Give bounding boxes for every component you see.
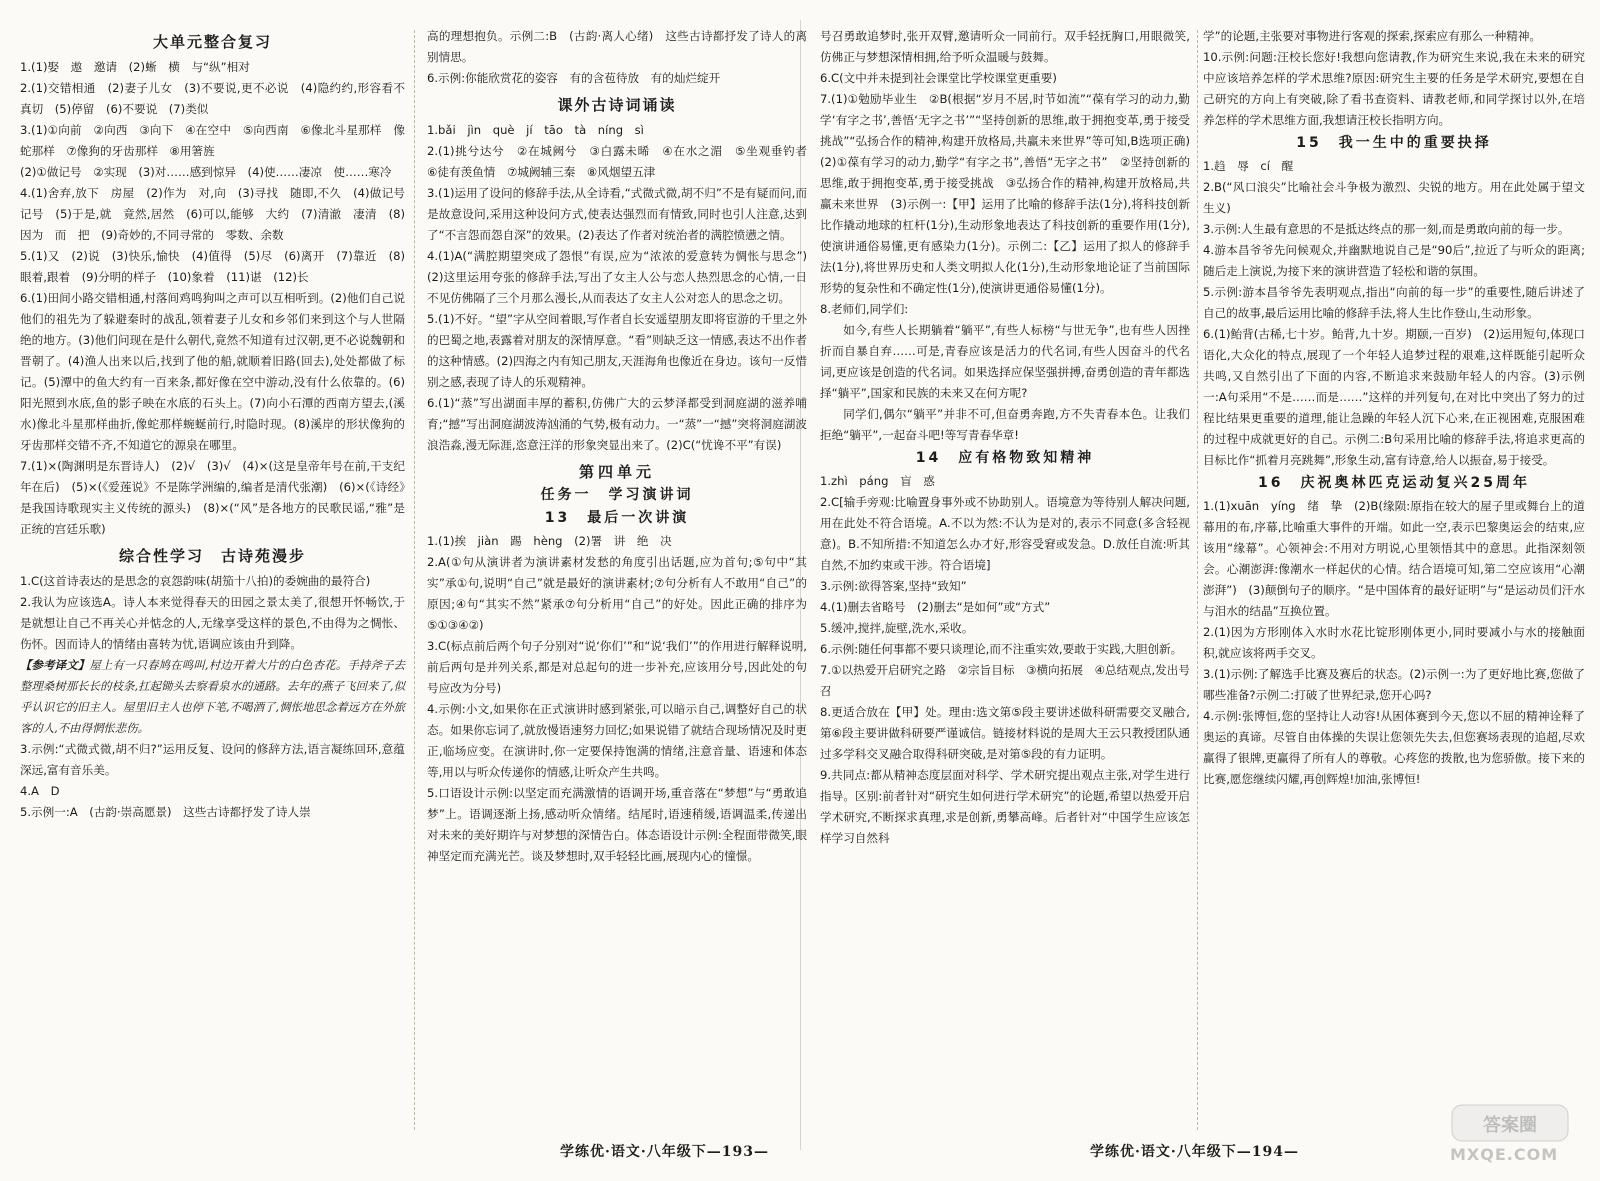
answer-item: 6.(1)“蒸”写出湖面丰厚的蓄积,仿佛广大的云梦泽都受到洞庭湖的滋养哺育;“撼”写出洞庭湖波涛汹涌的气势,极有动力。一“蒸”一“撼”突将洞庭湖波浪浩淼,漫无际涯,恣意汪洋的形象突显出来了。(2)C(“忧谗不平”有误) — [427, 396, 807, 452]
answer-item: 3.(1)运用了设问的修辞手法,从全诗看,“式微式微,胡不归”不是有疑而问,而是故意设问,采用这种设问方式,使表达强烈而有情致,同时也引人注意,达到了“不言怨而怨自深”的效果。(2)表达了作者对统治者的满腔愤懑之情。 — [427, 186, 807, 242]
answer-item: 5.缓冲,搅拌,旋壁,洗水,采收。 — [820, 621, 974, 635]
right-page-column-1 — [820, 26, 1202, 1136]
page-footer-right: 学练优·语文·八年级下—194— — [1090, 1144, 1299, 1160]
section-title: 大单元整合复习 — [152, 33, 272, 51]
answer-item: 5.示例:游本昌爷爷先表明观点,指出“向前的每一步”的重要性,随后讲述了自己的故事,最后运用比喻的修辞手法,将人生比作登山,生动形象。 — [1203, 285, 1585, 320]
speech-paragraph: 同学们,偶尔“躺平”并非不可,但奋勇奔跑,方不失青春本色。让我们拒绝“躺平”,一起奋斗吧!等写青春华章! — [820, 407, 1190, 442]
answer-item: 2.我认为应该选A。诗人本来觉得春天的田园之景太美了,很想开怀畅饮,于是就想让自己不再关心并惦念的人,无缘享受这样的景色,不由得为之惆怅、伤怀。因而诗人的情绪由喜转为忧,语调应该由升到降。 — [20, 595, 405, 651]
answer-item: 3.示例:“式微式微,胡不归?”运用反复、设问的修辞方法,语言凝练回环,意蕴深远,富有音乐美。 — [20, 742, 405, 777]
task-title: 任务一 学习演讲词 — [540, 487, 694, 503]
unit-title: 第四单元 — [578, 463, 655, 481]
site-watermark-logo — [1440, 1101, 1580, 1171]
answer-item: 2.(1)挑兮达兮 ②在城阙兮 ③白露未晞 ④在水之湄 ⑤坐观垂钓者 ⑥徒有羡鱼情 ⑦城阙辅三秦 ⑧风烟望五津 — [427, 144, 819, 179]
lesson-title: 15 我一生中的重要抉择 — [1296, 135, 1492, 151]
lesson-title: 14 应有格物致知精神 — [915, 450, 1095, 466]
answer-item: 10.示例:问题:汪校长您好!我想向您请教,作为研究生来说,我在未来的研究中应该培养怎样的学术思维?原因:研究生主要的任务是学术研究,要想在自己研究的方向上有突破,除了看书查资料、请教老师,和同学探讨以外,在培养怎样的学术思维方面,我想请汪校长指明方向。 — [1203, 50, 1585, 127]
answer-item: 6.示例:你能欣赏花的姿容 有的含苞待放 有的灿烂绽开 — [427, 71, 721, 85]
speech-paragraph: 如今,有些人长期躺着“躺平”,有些人标榜“与世无争”,也有些人因挫折而自暴自弃……可是,青春应该是活力的代名词,有些人因奋斗的代名词,更应该是创造的代名词。如果选择应保坚强拼搏,奋勇创造的青年都选择“躺平”,国家和民族的未来又在何方呢? — [820, 323, 1190, 400]
answer-item: 2.(1)因为方形刚体入水时水花比锭形刚体更小,同时要减小与水的接触面积,就应该将两手交叉。 — [1203, 625, 1585, 660]
answer-item: 4.(1)A(“满腔期望突成了怨恨”有误,应为“浓浓的爱意转为惆怅与思念”) (2)这里运用夸张的修辞手法,写出了女主人公与恋人热烈思念的心情,一日不见仿佛隔了三个月那么漫长,从而表达了女主人公对恋人的思念之切。 — [427, 249, 819, 305]
answer-item: 1.bǎi jìn què jí tāo tà níng sì — [427, 123, 644, 137]
reference-label: 【参考译文】 — [20, 658, 90, 672]
answer-item: 4.游本昌爷爷先问候观众,并幽默地说自己是“90后”,拉近了与听众的距离;随后走上演说,为接下来的演讲营造了轻松和谐的氛围。 — [1203, 243, 1585, 278]
answer-item: 1.zhì páng 盲 惑 — [820, 474, 935, 488]
answer-item: 5.示例一:A (古韵·崇高愿景) 这些古诗都抒发了诗人崇 — [20, 805, 311, 819]
answer-item: 4.(1)删去省略号 (2)删去“是如何”或“方式” — [820, 600, 1051, 614]
answer-item: 2.B(“风口浪尖”比喻社会斗争极为激烈、尖锐的地方。用在此处属于望文生义) — [1203, 180, 1585, 215]
answer-item: 1.C(这首诗表达的是思念的哀怨韵味(胡笳十八拍)的委婉曲的最符合) — [20, 574, 371, 588]
reference-text: 屋上有一只春鸠在鸣叫,村边开着大片的白色杏花。手持斧子去整理桑树那长长的枝条,扛起锄头去察看泉水的通路。去年的燕子飞回来了,似乎认识它的旧主人。屋里旧主人也停下笔,不喝酒了,惆怅地思念着远方在外旅客的人,不由得惘怅悲伤。 — [20, 658, 405, 735]
answer-item: 1.(1)xuān yíng 绪 挚 (2)B(缘陨:原指在较大的屋子里或舞台上的道幕用的布,序幕,比喻重大事件的开端。如此一空,表示巴黎奥运会的结束,应该用“缘幕”。心领神会:不用对方明说,心里领悟其中的意思。此指深刻领会。心潮澎湃:像潮水一样起伏的心情。结合语境可知,第二空应该用“心潮澎湃”) (3)颠倒句子的顺序。“是中国体育的最好证明”与“是运动员们汗水与泪水的结晶”互换位置。 — [1203, 499, 1585, 618]
answer-item: 1.趋 辱 cí 醒 — [1203, 159, 1294, 173]
right-page-column-2 — [1203, 26, 1585, 1136]
answer-item: 3.示例:人生最有意思的不是抵达终点的那一刻,而是勇敢向前的每一步。 — [1203, 222, 1570, 236]
answer-item: 3.(1)①向前 ②向西 ③向下 ④在空中 ⑤向西南 ⑥像北斗星那样 像蛇那样 ⑦像狗的牙齿那样 ⑧用箸旌 — [20, 123, 405, 158]
answer-item: 3.示例:欲得答案,坚持“致知” — [820, 579, 967, 593]
answer-item: 5.口语设计示例:以坚定而充满激情的语调开场,重音落在“梦想”与“勇敢追梦”上。语调逐渐上扬,感动听众情绪。结尾时,语速稍缓,语调温柔,传递出对未来的美好期许与对梦想的深情告白。体态语设计示例:全程面带微笑,眼神坚定而充满光芒。谈及梦想时,双手轻轻比画,展现内心的憧憬。 — [427, 786, 807, 863]
reference-translation — [20, 655, 405, 739]
answer-item: 2.C[输手旁观:比喻置身事外或不协助别人。语境意为等待别人解决问题,用在此处不符合语境。A.不以为然:不认为是对的,表示不同意(多含轻视意)。B.不知所措:不知道怎么办才好,形容受窘或发急。D.放任自流:听其自然,不加约束或干涉。符合语境] — [820, 495, 1190, 572]
answer-item: 8.老师们,同学们: — [820, 302, 909, 316]
answer-item: 5.(1)不好。“望”字从空间着眼,写作者自长安遥望朋友即将宦游的千里之外的巴蜀之地,表露着对朋友的深情厚意。“看”则缺乏这一情感,表达不出作者的这种情感。(2)四海之内有知己朋友,天涯海角也像近在身边。该句一反惜别之感,表现了诗人的乐观精神。 — [427, 312, 807, 389]
answer-item: 4.示例:张博恒,您的坚持让人动容!从困体赛到今天,您以不屈的精神诠释了奥运的真谛。尽管自由体操的失误让您领先失去,但您赛场表现的追超,尽欢赢得了银牌,更赢得了所有人的尊敬。心疼您的拨散,也为您骄傲。接下来的比赛,愿您继续闪耀,再创辉煌!加油,张博恒! — [1203, 709, 1585, 786]
answer-item: (2)①做记号 ②实现 (3)对……感到惊异 (4)使……凄凉 使……寒冷 — [20, 165, 392, 179]
answer-item: 6.(1)田间小路交错相通,村落间鸡鸣狗叫之声可以互相听到。(2)他们自己说他们的祖先为了躲避秦时的战乱,领着妻子儿女和乡邻们来到这个与人世隔绝的地方。(3)他们问现在是什么朝代,竟然不知道有过汉朝,更不必说魏朝和晋朝了。(4)渔人出来以后,找到了他的船,就顺着旧路(回去),处处都做了标记。(5)潭中的鱼大约有一百来条,都好像在空中游动,没有什么依靠的。(6)阳光照到水底,鱼的影子映在水底的石头上。(7)向小石潭的西南方望去,(溪水)像北斗星那样曲折,像蛇那样蜿蜒前行,时隐时现。(8)溪岸的形状像狗的牙齿那样交错不齐,不知道它的源泉在哪里。 — [20, 291, 405, 452]
lesson-title: 16 庆祝奥林匹克运动复兴25周年 — [1258, 475, 1530, 491]
lesson-title: 13 最后一次讲演 — [544, 510, 690, 526]
answer-item: 4.A D — [20, 784, 60, 798]
watermark-text: MXQE.COM — [1450, 1145, 1559, 1164]
answer-item: 3.C(标点前后两个句子分别对“说‘你们’”和“说‘我们’”的作用进行解释说明,前后两句是并列关系,都是对总起句的进一步补充,应该用分号,因此处的句号应改为分号) — [427, 639, 807, 695]
section-title: 课外古诗词诵读 — [557, 96, 677, 114]
answer-item: 3.(1)示例:了解选手比赛及赛后的状态。(2)示例一:为了更好地比赛,您做了哪些准备?示例二:打破了世界纪录,您开心吗? — [1203, 667, 1585, 702]
answer-item: 学”的论题,主张要对事物进行客观的探索,探索应有那么一种精神。 — [1203, 29, 1542, 43]
answer-item: 高的理想抱负。示例二:B (古韵·离人心绪) 这些古诗都抒发了诗人的离别情思。 — [427, 29, 807, 64]
page-footer-left: 学练优·语文·八年级下—193— — [560, 1144, 769, 1160]
answer-item: 6.C(文中并未提到社会课堂比学校课堂更重要) — [820, 71, 1057, 85]
answer-item: 号召勇敢追梦时,张开双臂,邀请听众一同前行。双手轻抚胸口,用眼微笑,仿佛正与梦想深情相拥,给予听众温暖与鼓舞。 — [820, 29, 1190, 64]
answer-item: 9.共同点:都从精神态度层面对科学、学术研究提出观点主张,对学生进行指导。区别:前者针对“研究生如何进行学术研究”的论题,希望以热爱开启学术研究,不断探求真理,求是创新,勇攀高峰。后者针对“中国学生应该怎样学习自然科 — [820, 768, 1190, 845]
answer-item: 1.(1)娶 遨 邀请 (2)蜥 横 与“纵”相对 — [20, 60, 250, 74]
answer-item: 6.(1)鲐背(古稀,七十岁。鲐背,九十岁。期颐,一百岁) (2)运用短句,体现口语化,大众化的特点,展现了一个年轻人追梦过程的艰难,这样既能引起听众共鸣,又自然引出了下面的内容,不断追求来鼓励年轻人的内容。(3)示例一:A句采用“不是……而是……”这样的并列复句,在对比中突出了努力的过程比结果更重要的道理,能让急躁的年轻人沉下心来,在正视困难,克服困难的过程中成就更好的自己。示例二:B句采用比喻的修辞手法,将追求更高的目标比作“抓着月亮跳舞”,形象生动,富有诗意,给人以振奋,易于接受。 — [1203, 327, 1585, 467]
left-page-column-2 — [427, 26, 819, 1136]
column-divider — [1197, 30, 1198, 1130]
answer-item: 7.(1)①勉励毕业生 ②B(根据“岁月不居,时节如流”“葆有学习的动力,勤学‘有字之书’,善悟‘无字之书’”“坚持创新的思维,敢于拥抱变革,勇于接受挑战”“弘扬合作的精神,构建开放格局,共赢未来世界”等可知,B选项正确) (2)①葆有学习的动力,勤学“有字之书”,善悟“无字之书” ②坚持创新的思维,敢于拥抱变革,勇于接受挑战 ③弘扬合作的精神,构建开放格局,共赢未来世界 (3)示例一:【甲】运用了比喻的修辞手法(1分),将科技创新比作撬动地球的杠杆(1分),生动形象地表达了科技创新的重要作用(1分),使演讲通俗易懂,更有感染力(1分)。示例二:【乙】运用了拟人的修辞手法(1分),将世界历史和人类文明拟人化(1分),生动形象地论证了当前国际形势的复杂性和不确定性(1分),使演讲更通俗易懂(1分)。 — [820, 92, 1202, 295]
answer-item: 8.更适合放在【甲】处。理由:选文第⑤段主要讲述做科研需要交叉融合,第⑥段主要讲做科研要严谨诚信。链接材料说的是周大王云只教授团队通过多学科交叉融合取得科研突破,是对第⑤段的有力证明。 — [820, 705, 1190, 761]
answer-item: 4.示例:小文,如果你在正式演讲时感到紧张,可以暗示自己,调整好自己的状态。如果你忘词了,就放慢语速努力回忆;如果说错了就结合现场情况及时更正,临场应变。在演讲时,你一定要保持饱满的情绪,注意音量、语速和体态等,用以与听众传递你的情感,让听众产生共鸣。 — [427, 702, 807, 779]
answer-item: 2.(1)交错相通 (2)妻子儿女 (3)不要说,更不必说 (4)隐约约,形容看不真切 (5)停留 (6)不要说 (7)类似 — [20, 81, 405, 116]
answer-item: 4.(1)舍弃,放下 房屋 (2)作为 对,向 (3)寻找 随即,不久 (4)做记号 记号 (5)于是,就 竟然,居然 (6)可以,能够 大约 (7)清澈 凄清 (8)因为 而 把 (9)奇妙的,不同寻常的 零数、余数 — [20, 186, 417, 242]
answer-item: 6.示例:随任何事都不要只谈理论,而不注重实效,要敢于实践,大胆创新。 — [820, 642, 1183, 656]
section-title: 综合性学习 古诗苑漫步 — [118, 547, 306, 565]
answer-item: 5.(1)又 (2)说 (3)快乐,愉快 (4)值得 (5)尽 (6)离开 (7)靠近 (8)眼着,跟着 (9)分明的样子 (10)象着 (11)谌 (12)长 — [20, 249, 405, 284]
answer-item: 2.A(①句从演讲者为演讲素材发愁的角度引出话题,应为首句;⑤句中“其实”承①句,说明“自己”就是最好的演讲素材;⑦句分析有人不敢用“自己”的原因;④句“其实不然”紧承⑦句分析用“自己”的好处。因此正确的排序为⑤①③④②) — [427, 555, 807, 632]
answer-item: 1.(1)挨 jiàn 踢 hèng (2)署 讲 绝 决 — [427, 534, 672, 548]
answer-item: 7.①以热爱开启研究之路 ②宗旨目标 ③横向拓展 ④总结观点,发出号召 — [820, 663, 1190, 698]
watermark-badge-text: 答案圈 — [1483, 1115, 1537, 1136]
watermark-badge-icon — [1450, 1101, 1570, 1146]
left-page-column-1 — [20, 26, 417, 1136]
answer-item: 7.(1)×(陶渊明是东晋诗人) (2)√ (3)√ (4)×(这是皇帝年号在前,干支纪年在后) (5)×(《爱莲说》不是陈学洲编的,编者是清代张潮) (6)×(《诗经》是我国诗歌现实主义传统的源头) (8)×(“风”是各地方的民歌民谣,“雅”是正统的宫廷乐歌) — [20, 459, 405, 536]
